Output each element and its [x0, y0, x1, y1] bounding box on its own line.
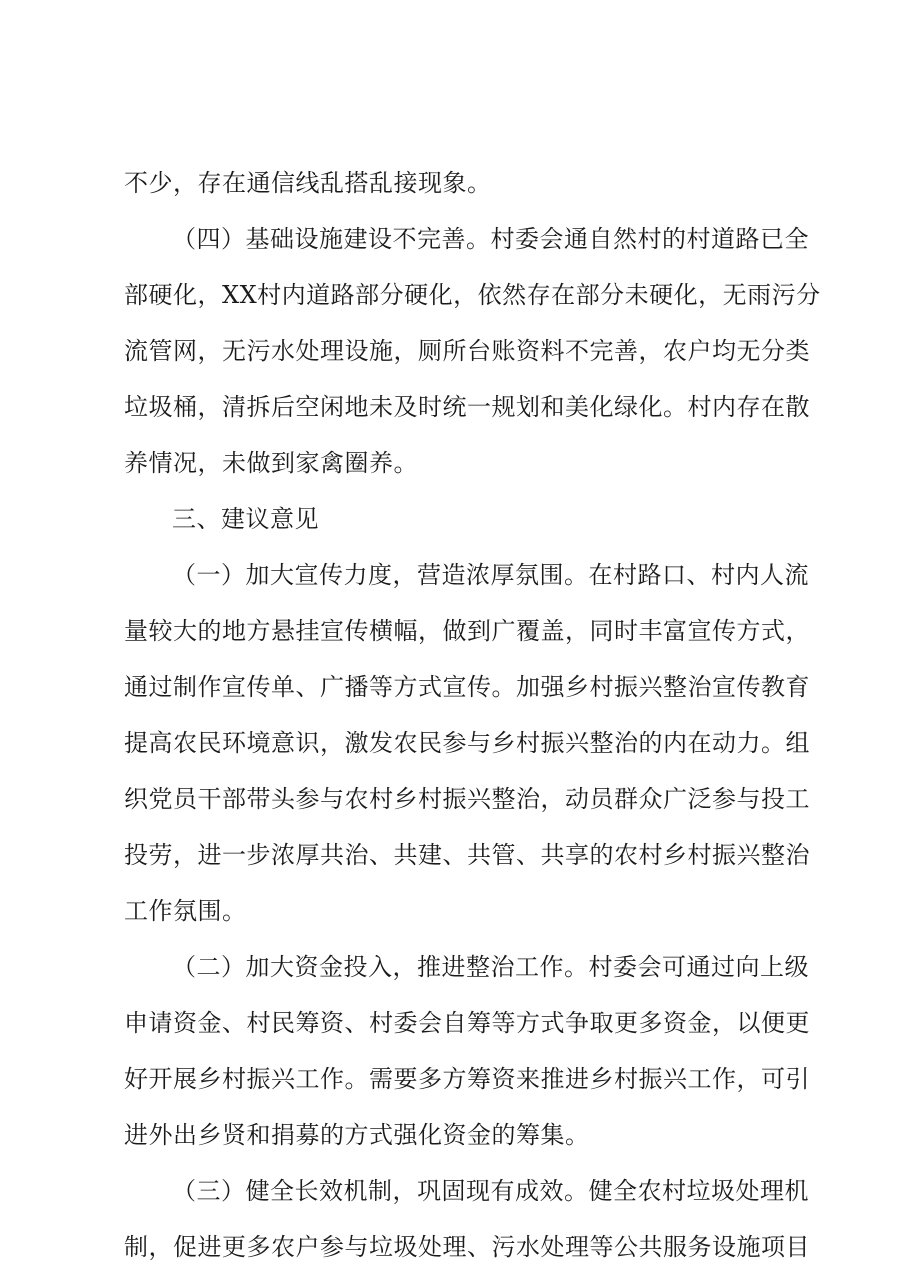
section-heading: 三、建议意见 [172, 505, 319, 533]
paragraph-2-heading-line: （二）加大资金投入，推进整治工作。村委会可通过向上级 [172, 953, 809, 981]
text-line: 流管网，无污水处理设施，厕所台账资料不完善，农户均无分类 [124, 337, 810, 365]
text-line: 织党员干部带头参与农村乡村振兴整治，动员群众广泛参与投工 [124, 785, 810, 813]
text-line: 养情况，未做到家禽圈养。 [124, 449, 418, 477]
text-line: 通过制作宣传单、广播等方式宣传。加强乡村振兴整治宣传教育 [124, 673, 810, 701]
paragraph-4-heading-line: （四）基础设施建设不完善。村委会通自然村的村道路已全 [172, 225, 809, 253]
text-line: 进外出乡贤和捐募的方式强化资金的筹集。 [124, 1121, 590, 1149]
text-line: 不少，存在通信线乱搭乱接现象。 [124, 169, 492, 197]
paragraph-3-heading-line: （三）健全长效机制，巩固现有成效。健全农村垃圾处理机 [172, 1177, 809, 1205]
text-line: 垃圾桶，清拆后空闲地未及时统一规划和美化绿化。村内存在散 [124, 393, 810, 421]
text-line: 工作氛围。 [124, 897, 247, 925]
text-line: 投劳，进一步浓厚共治、共建、共管、共享的农村乡村振兴整治 [124, 841, 810, 869]
paragraph-1-heading-line: （一）加大宣传力度，营造浓厚氛围。在村路口、村内人流 [172, 561, 809, 589]
text-line: 部硬化，XX村内道路部分硬化，依然存在部分未硬化，无雨污分 [124, 281, 821, 309]
text-line: 量较大的地方悬挂宣传横幅，做到广覆盖，同时丰富宣传方式， [124, 617, 810, 645]
text-line: 好开展乡村振兴工作。需要多方筹资来推进乡村振兴工作，可引 [124, 1065, 810, 1093]
text-line: 提高农民环境意识，激发农民参与乡村振兴整治的内在动力。组 [124, 729, 810, 757]
text-line: 制，促进更多农户参与垃圾处理、污水处理等公共服务设施项目 [124, 1233, 810, 1261]
text-line: 申请资金、村民筹资、村委会自筹等方式争取更多资金，以便更 [124, 1009, 810, 1037]
